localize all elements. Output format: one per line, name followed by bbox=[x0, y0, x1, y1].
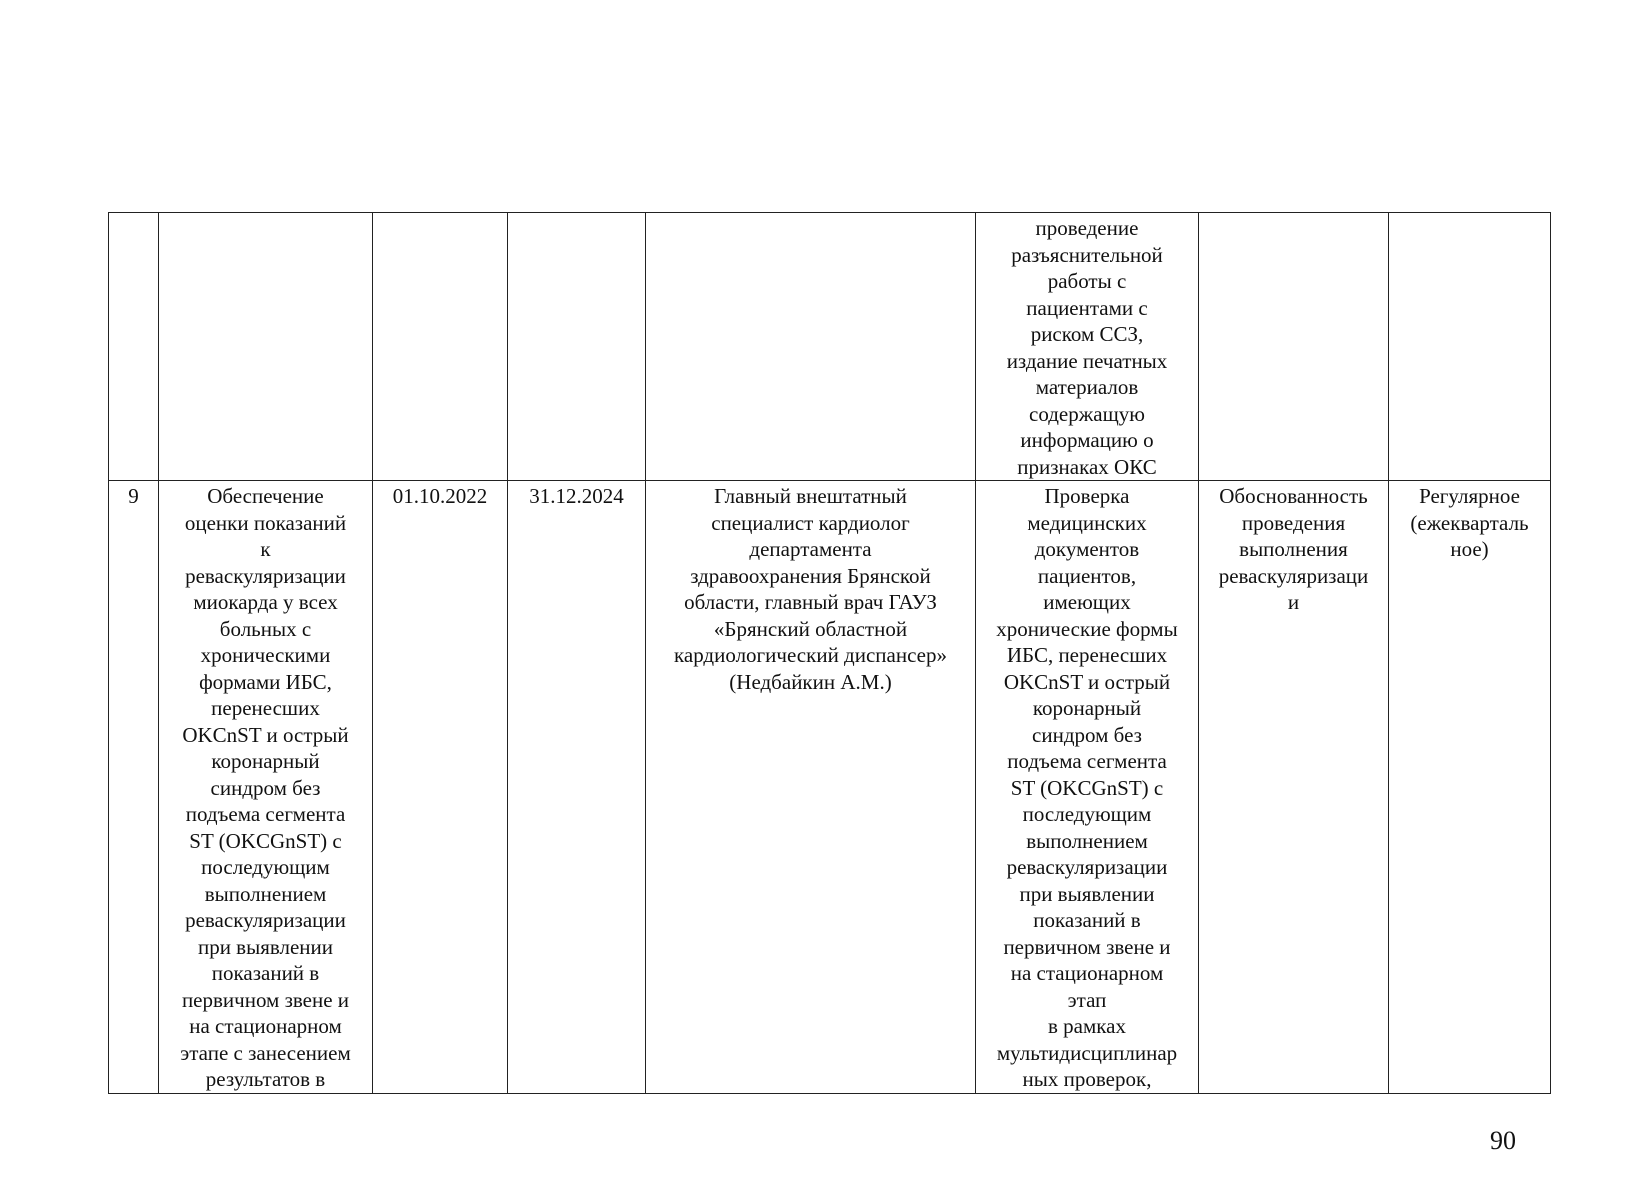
page-number: 90 bbox=[1490, 1126, 1516, 1155]
cell-end-date: 31.12.2024 bbox=[508, 481, 646, 1094]
cell-start-date: 01.10.2022 bbox=[373, 481, 508, 1094]
cell-frequency bbox=[1389, 213, 1551, 481]
cell-number bbox=[109, 213, 159, 481]
table-row bbox=[109, 213, 1551, 481]
measures-table bbox=[108, 212, 1551, 1094]
cell-indicator bbox=[1199, 213, 1389, 481]
cell-measure: Обеспечение оценки показаний к реваскуляризации миокарда у всех больных с хроническими формами ИБС, перенесших OKCnST и острый коронарный синдром без подъема сегмента ST (OKCGnST) с последующим выполнением реваскуляризации при выявлении показаний в первичном звене и на стационарном этапе с занесением результатов в bbox=[159, 481, 373, 1094]
cell-start-date bbox=[373, 213, 508, 481]
cell-frequency: Регулярное (ежекварталь ное) bbox=[1389, 481, 1551, 1094]
cell-indicator: Обоснованность проведения выполнения реваскуляризаци и bbox=[1199, 481, 1389, 1094]
cell-result: Проверка медицинских документов пациентов, имеющих хронические формы ИБС, перенесших OKCnST и острый коронарный синдром без подъема сегмента ST (OKCGnST) с последующим выполнением реваскуляризации при выявлении показаний в первичном звене и на стационарном этап в рамках мультидисциплинар ных проверок, bbox=[976, 481, 1199, 1094]
cell-measure bbox=[159, 213, 373, 481]
cell-responsible: Главный внештатный специалист кардиолог департамента здравоохранения Брянской области, главный врач ГАУЗ «Брянский областной кардиологический диспансер» (Недбайкин А.М.) bbox=[646, 481, 976, 1094]
cell-end-date bbox=[508, 213, 646, 481]
cell-result: проведение разъяснительной работы с пациентами с риском ССЗ, издание печатных материалов содержащую информацию о признаках ОКС bbox=[976, 213, 1199, 481]
table-row bbox=[109, 481, 1551, 1094]
cell-responsible bbox=[646, 213, 976, 481]
cell-number: 9 bbox=[109, 481, 159, 1094]
